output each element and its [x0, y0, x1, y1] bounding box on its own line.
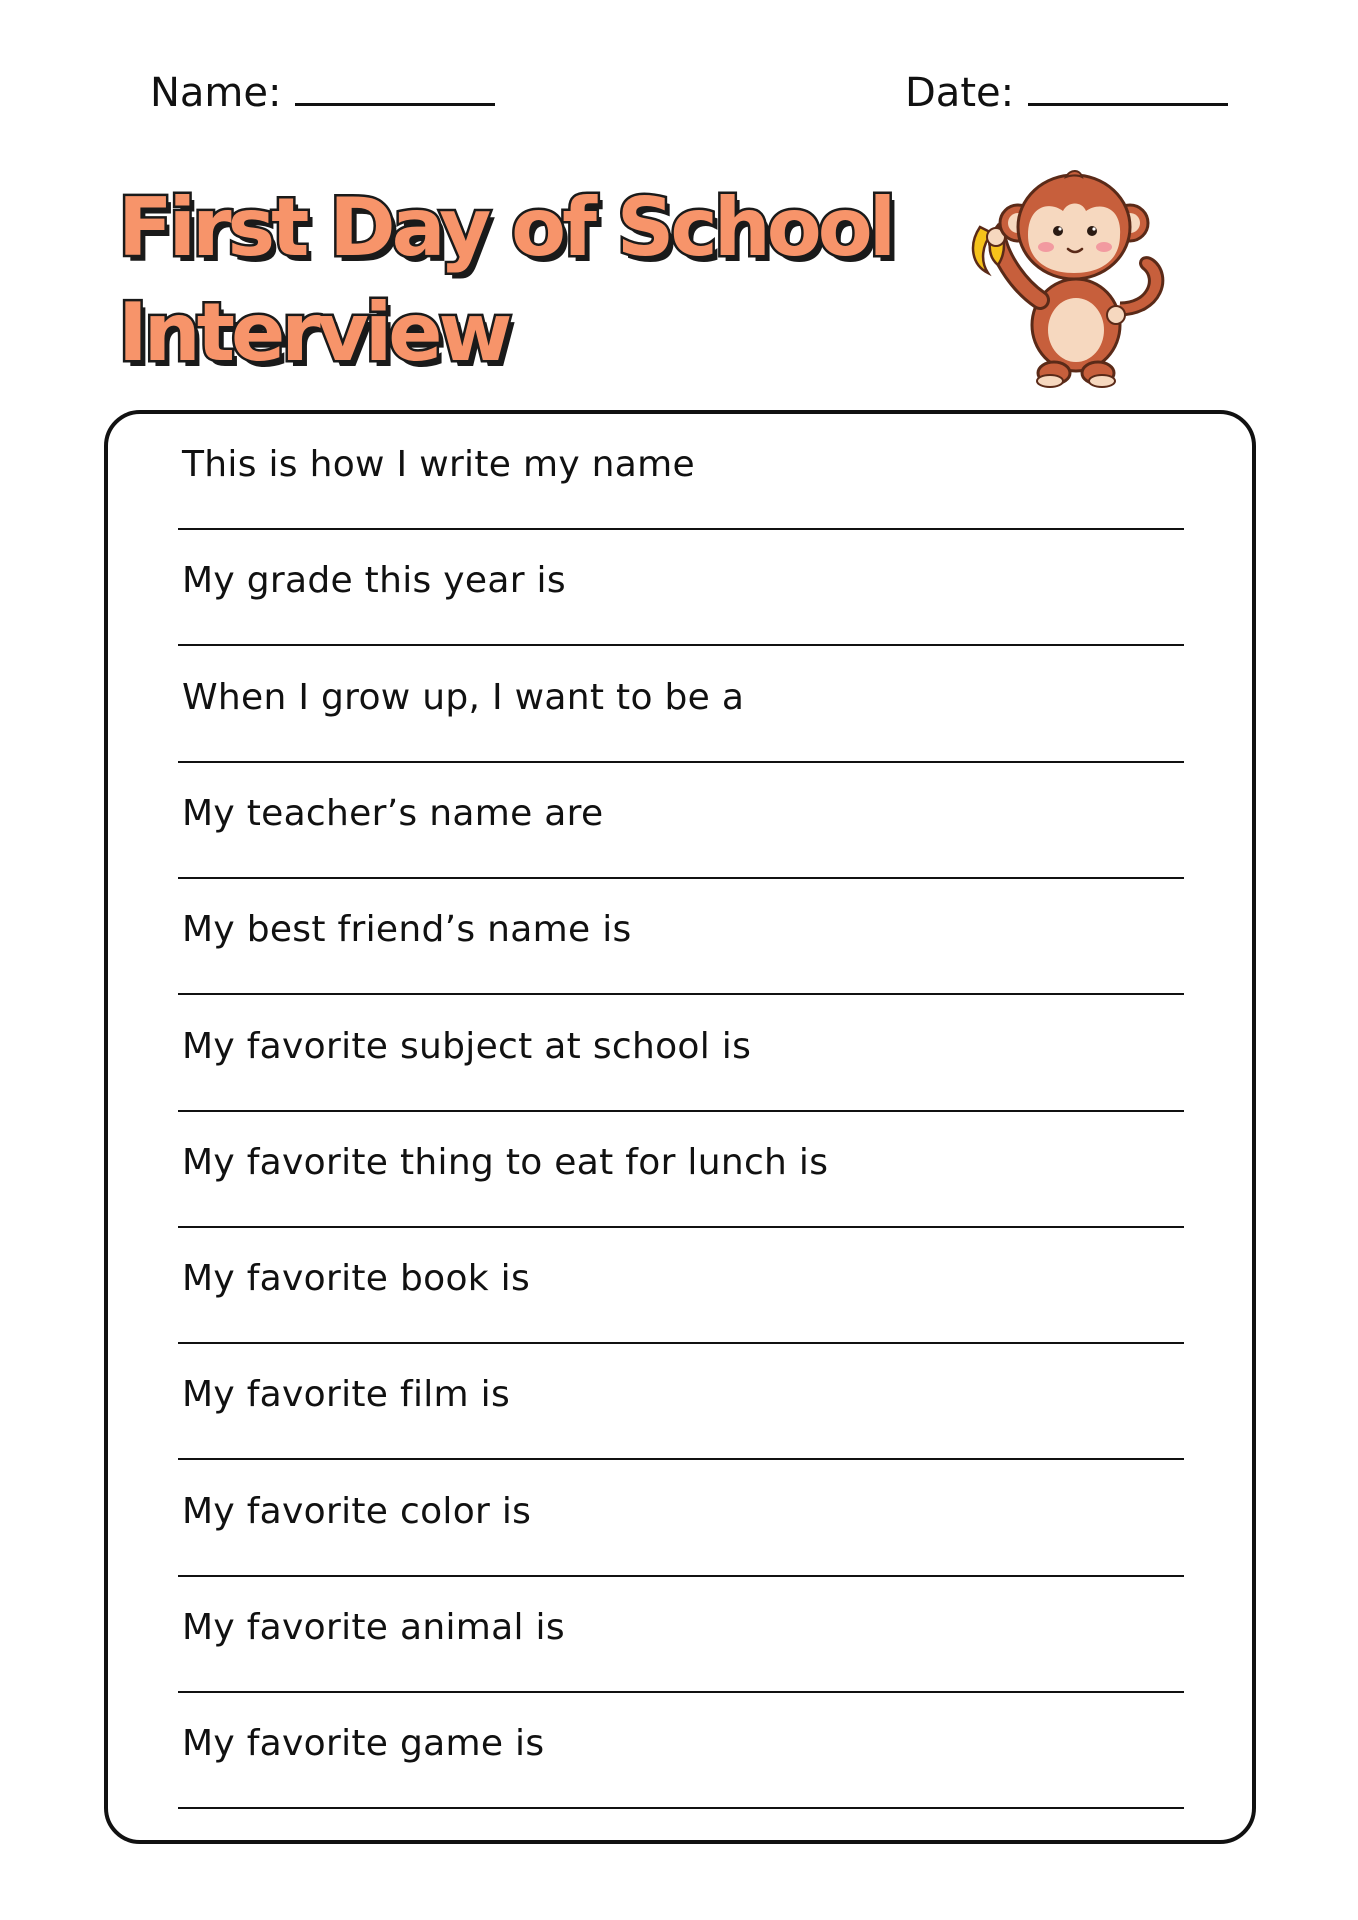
date-blank-line[interactable]: [1028, 73, 1228, 106]
question-row: [178, 1577, 1184, 1693]
question-label: My favorite game is: [182, 1723, 545, 1765]
name-field[interactable]: [150, 70, 495, 116]
question-label: My favorite animal is: [182, 1607, 565, 1648]
question-row: [178, 996, 1184, 1112]
name-blank-line[interactable]: [295, 73, 495, 106]
question-label: My favorite color is: [182, 1490, 532, 1532]
question-label: My favorite book is: [182, 1258, 531, 1300]
question-label: My favorite film is: [182, 1374, 511, 1416]
question-label: When I grow up, I want to be a: [182, 676, 745, 718]
name-label: Name:: [150, 70, 282, 116]
question-row: [178, 1228, 1184, 1344]
title-line-2: Interview: [118, 286, 509, 379]
question-label: My best friend’s name is: [182, 909, 632, 951]
page-title: [118, 175, 892, 385]
answer-line[interactable]: [178, 1807, 1184, 1809]
question-row: [178, 763, 1184, 879]
question-label: My favorite subject at school is: [182, 1025, 752, 1067]
question-label: My teacher’s name are: [182, 792, 604, 834]
interview-box: [104, 410, 1256, 1844]
question-row: [178, 414, 1184, 530]
question-row: [178, 1461, 1184, 1577]
title-line-1: First Day of School: [118, 181, 893, 274]
date-field[interactable]: [905, 70, 1228, 116]
question-label: This is how I write my name: [182, 444, 695, 485]
question-row: [178, 647, 1184, 763]
question-label: My favorite thing to eat for lunch is: [182, 1141, 829, 1183]
question-row: [178, 879, 1184, 995]
date-label: Date:: [905, 70, 1015, 116]
monkey-holding-banana-icon: [958, 165, 1183, 395]
question-row: [178, 530, 1184, 646]
question-row: [178, 1112, 1184, 1228]
question-label: My grade this year is: [182, 560, 566, 602]
question-row: [178, 1344, 1184, 1460]
question-row: [178, 1693, 1184, 1809]
